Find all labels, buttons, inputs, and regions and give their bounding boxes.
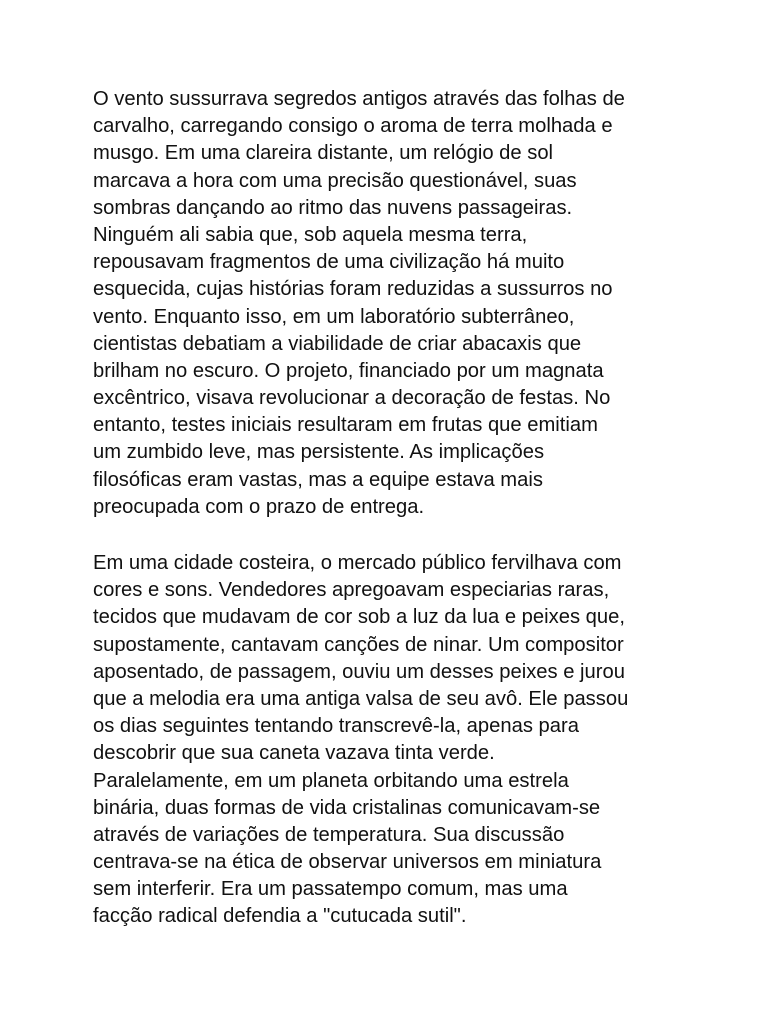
paragraph-line: binária, duas formas de vida cristalinas comunicavam-se xyxy=(93,796,601,819)
paragraph-line: repousavam fragmentos de uma civilização há muito xyxy=(93,251,565,274)
paragraph-line: cores e sons. Vendedores apregoavam especiarias raras, xyxy=(93,579,610,602)
paragraph-line: um zumbido leve, mas persistente. As implicações xyxy=(93,441,545,464)
paragraph-line: cientistas debatiam a viabilidade de criar abacaxis que xyxy=(93,332,582,355)
paragraph-line: facção radical defendia a "cutucada sutil". xyxy=(93,905,467,928)
paragraph-line: entanto, testes iniciais resultaram em frutas que emitiam xyxy=(93,414,598,437)
paragraph-line: esquecida, cujas histórias foram reduzidas a sussurros no xyxy=(93,278,613,301)
paragraph-line: Em uma cidade costeira, o mercado público fervilhava com xyxy=(93,552,622,574)
paragraph-line: marcava a hora com uma precisão questionável, suas xyxy=(93,169,577,192)
paragraph-line: preocupada com o prazo de entrega. xyxy=(93,495,425,518)
paragraph-line: que a melodia era uma antiga valsa de seu avô. Ele passou xyxy=(93,687,629,710)
paragraph-line: supostamente, cantavam canções de ninar. Um compositor xyxy=(93,633,624,656)
paragraph-line: centrava-se na ética de observar universos em miniatura xyxy=(93,851,602,874)
paragraph-line: Ninguém ali sabia que, sob aquela mesma terra, xyxy=(93,223,528,246)
paragraph-1 xyxy=(93,86,693,521)
paragraph-line: através de variações de temperatura. Sua discussão xyxy=(93,823,565,846)
paragraph-line: descobrir que sua caneta vazava tinta verde. xyxy=(93,742,495,765)
paragraph-line: os dias seguintes tentando transcrevê-la, apenas para xyxy=(93,715,579,738)
paragraph-line: Paralelamente, em um planeta orbitando uma estrela xyxy=(93,769,569,792)
paragraph-line: brilham no escuro. O projeto, financiado por um magnata xyxy=(93,359,604,382)
paragraph-line: O vento sussurrava segredos antigos através das folhas de xyxy=(93,88,625,110)
paragraph-line: vento. Enquanto isso, em um laboratório subterrâneo, xyxy=(93,305,575,328)
paragraph-line: aposentado, de passagem, ouviu um desses peixes e jurou xyxy=(93,660,625,683)
paragraph-line: tecidos que mudavam de cor sob a luz da lua e peixes que, xyxy=(93,606,625,629)
paragraph-2 xyxy=(93,550,693,931)
paragraph-line: sem interferir. Era um passatempo comum, mas uma xyxy=(93,878,568,901)
paragraph-line: carvalho, carregando consigo o aroma de terra molhada e xyxy=(93,115,613,138)
paragraph-line: filosóficas eram vastas, mas a equipe estava mais xyxy=(93,468,543,491)
paragraph-line: musgo. Em uma clareira distante, um relógio de sol xyxy=(93,142,554,165)
paragraph-line: excêntrico, visava revolucionar a decoração de festas. No xyxy=(93,387,611,410)
paragraph-line: sombras dançando ao ritmo das nuvens passageiras. xyxy=(93,196,573,219)
